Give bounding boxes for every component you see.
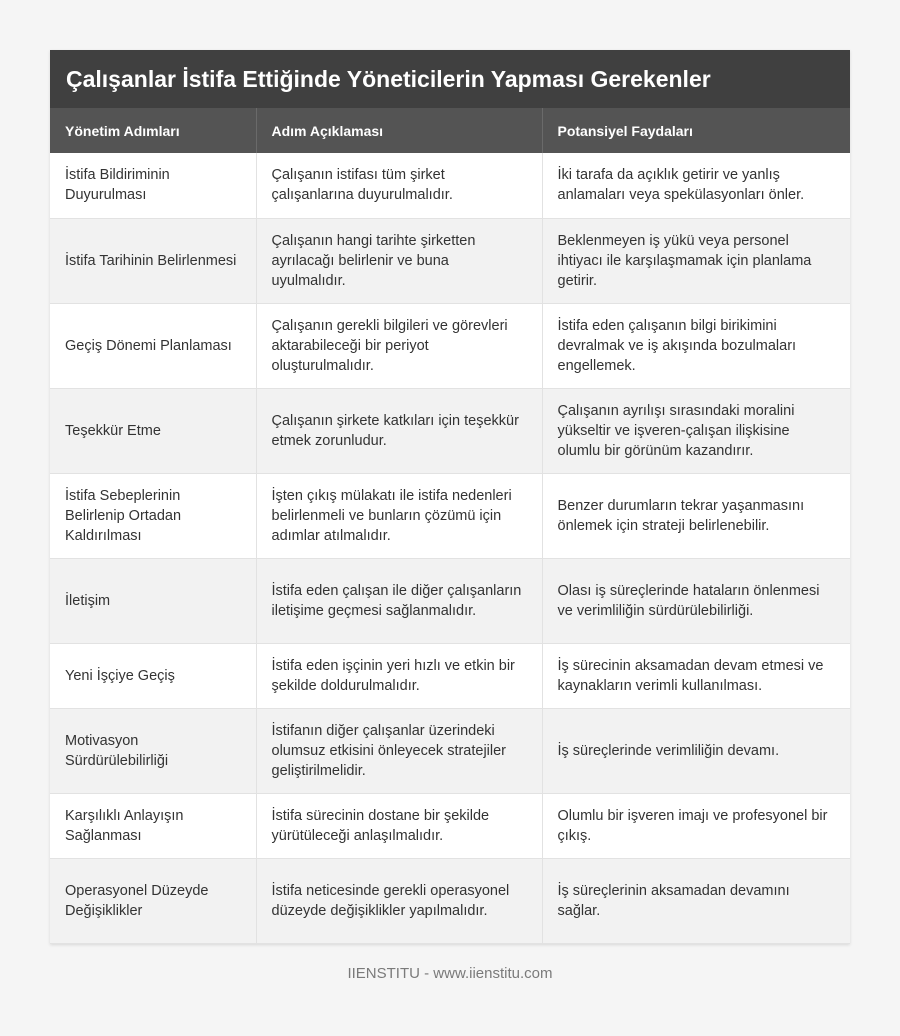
cell-description: İstifanın diğer çalışanlar üzerindeki olumsuz etkisini önleyecek stratejiler geliştirilmelidir. [256,708,542,793]
cell-benefit: Olası iş süreçlerinde hataların önlenmesi ve verimliliğin sürdürülebilirliği. [542,558,850,643]
page-title: Çalışanlar İstifa Ettiğinde Yöneticilerin Yapması Gerekenler [50,50,850,108]
cell-description: İşten çıkış mülakatı ile istifa nedenleri belirlenmeli ve bunların çözümü için adımlar atılmalıdır. [256,473,542,558]
table-row [50,473,850,558]
cell-description: Çalışanın hangi tarihte şirketten ayrılacağı belirlenir ve buna uyulmalıdır. [256,218,542,303]
cell-description: İstifa sürecinin dostane bir şekilde yürütüleceği anlaşılmalıdır. [256,793,542,858]
cell-description: İstifa eden işçinin yeri hızlı ve etkin bir şekilde doldurulmalıdır. [256,643,542,708]
cell-description: Çalışanın gerekli bilgileri ve görevleri aktarabileceği bir periyot oluşturulmalıdır. [256,303,542,388]
column-header-steps: Yönetim Adımları [50,108,256,153]
cell-step: Geçiş Dönemi Planlaması [50,303,256,388]
table-card [50,50,850,944]
table-row [50,708,850,793]
cell-benefit: İki tarafa da açıklık getirir ve yanlış anlamaları veya spekülasyonları önler. [542,153,850,218]
footer-credit: IIENSTITU - www.iienstitu.com [347,965,553,982]
cell-step: Teşekkür Etme [50,388,256,473]
table-row [50,153,850,218]
cell-benefit: İş süreçlerinin aksamadan devamını sağlar. [542,858,850,943]
cell-step: Karşılıklı Anlayışın Sağlanması [50,793,256,858]
cell-benefit: İş süreçlerinde verimliliğin devamı. [542,708,850,793]
table-row [50,858,850,943]
cell-benefit: İş sürecinin aksamadan devam etmesi ve kaynakların verimli kullanılması. [542,643,850,708]
column-header-description: Adım Açıklaması [256,108,542,153]
cell-benefit: Benzer durumların tekrar yaşanmasını önlemek için strateji belirlenebilir. [542,473,850,558]
table-row [50,793,850,858]
cell-step: İstifa Sebeplerinin Belirlenip Ortadan Kaldırılması [50,473,256,558]
table-row [50,388,850,473]
cell-description: Çalışanın şirkete katkıları için teşekkür etmek zorunludur. [256,388,542,473]
cell-step: Motivasyon Sürdürülebilirliği [50,708,256,793]
cell-description: Çalışanın istifası tüm şirket çalışanlarına duyurulmalıdır. [256,153,542,218]
table-row [50,643,850,708]
cell-benefit: Beklenmeyen iş yükü veya personel ihtiyacı ile karşılaşmamak için planlama getirir. [542,218,850,303]
cell-benefit: Olumlu bir işveren imajı ve profesyonel bir çıkış. [542,793,850,858]
cell-step: Yeni İşçiye Geçiş [50,643,256,708]
cell-description: İstifa neticesinde gerekli operasyonel düzeyde değişiklikler yapılmalıdır. [256,858,542,943]
table-row [50,303,850,388]
table-header-row [50,108,850,153]
management-steps-table [50,108,850,944]
cell-benefit: İstifa eden çalışanın bilgi birikimini devralmak ve iş akışında bozulmaları engellemek. [542,303,850,388]
cell-description: İstifa eden çalışan ile diğer çalışanların iletişime geçmesi sağlanmalıdır. [256,558,542,643]
column-header-benefits: Potansiyel Faydaları [542,108,850,153]
cell-benefit: Çalışanın ayrılışı sırasındaki moralini yükseltir ve işveren-çalışan ilişkisine olumlu bir görünüm kazandırır. [542,388,850,473]
cell-step: İstifa Tarihinin Belirlenmesi [50,218,256,303]
cell-step: İletişim [50,558,256,643]
cell-step: İstifa Bildiriminin Duyurulması [50,153,256,218]
cell-step: Operasyonel Düzeyde Değişiklikler [50,858,256,943]
table-row [50,558,850,643]
table-row [50,218,850,303]
